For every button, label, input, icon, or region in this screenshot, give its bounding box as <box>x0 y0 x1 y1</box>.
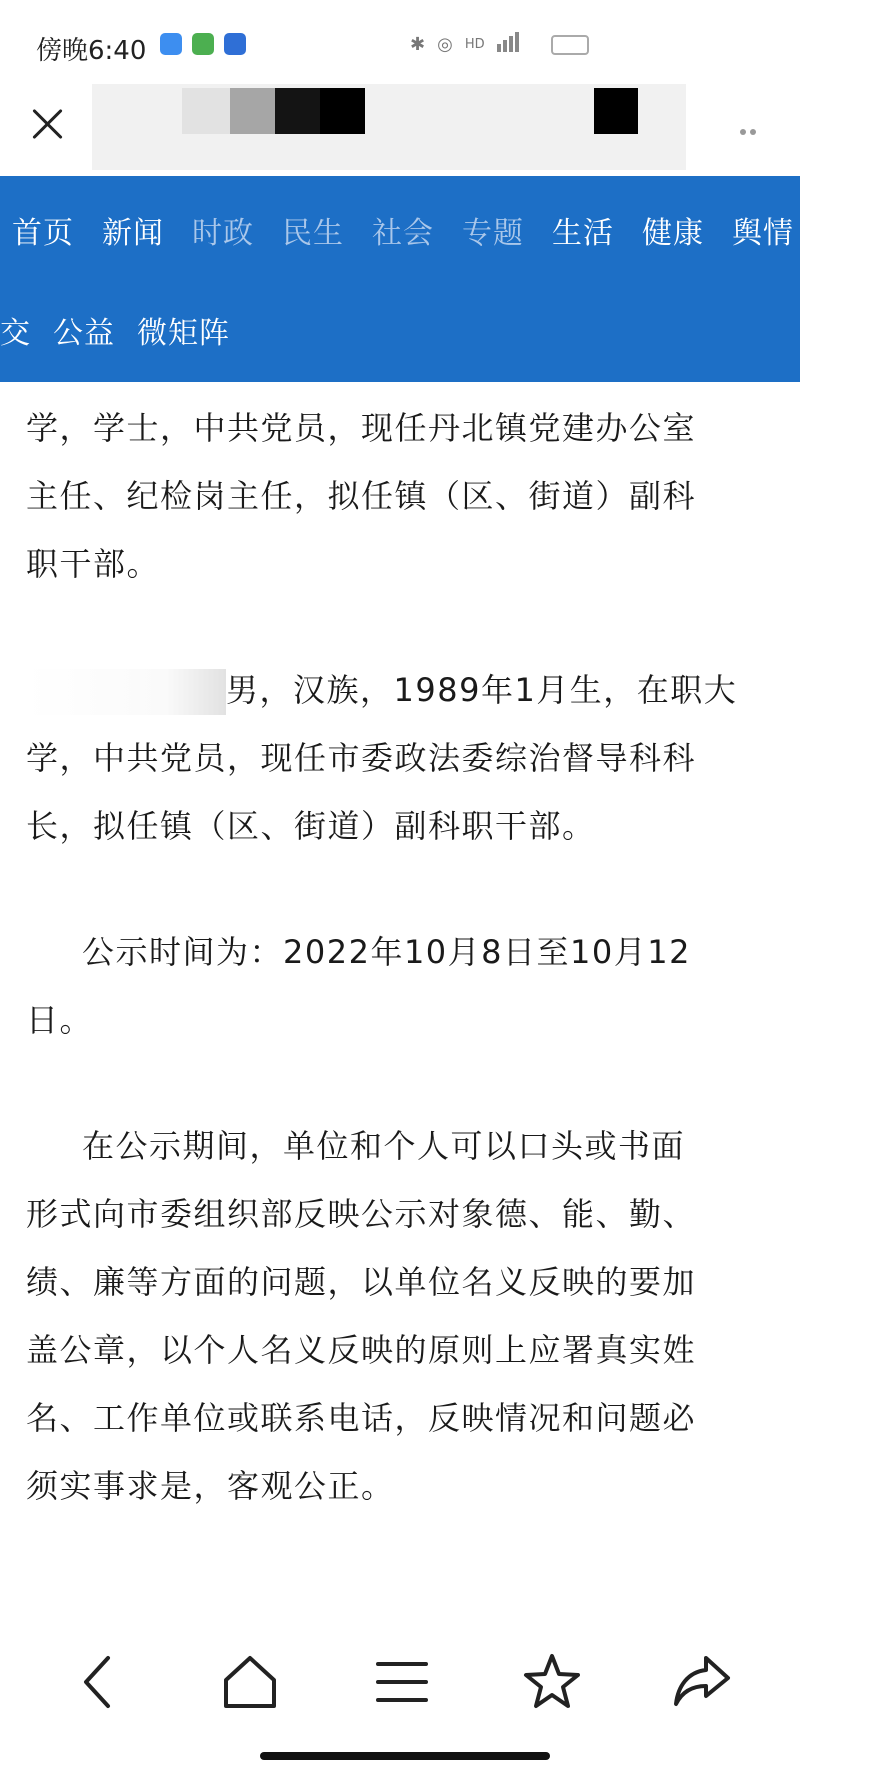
nav-row-1 <box>12 208 881 252</box>
nav-item-traffic[interactable]: 交 <box>0 316 31 351</box>
article-body <box>26 394 776 1520</box>
article-line-text: 男，汉族，1989年1月生，在职大 <box>226 671 738 709</box>
nav-item-news[interactable]: 新闻 <box>102 216 164 251</box>
article-line <box>26 656 776 724</box>
nav-item-home[interactable]: 首页 <box>12 216 74 251</box>
article-line: 学，学士，中共党员，现任丹北镇党建办公室 <box>26 409 697 447</box>
status-indicators <box>410 32 589 57</box>
article-line: 须实事求是，客观公正。 <box>26 1467 395 1505</box>
app-notification-icon <box>192 33 214 55</box>
article-line: 在公示期间，单位和个人可以口头或书面 <box>82 1127 686 1165</box>
status-app-icons <box>160 33 246 55</box>
signal-icon <box>497 32 521 57</box>
nav-row-2 <box>0 308 258 352</box>
redaction-block <box>594 88 638 134</box>
status-time: 傍晚6:40 <box>36 36 147 66</box>
share-icon[interactable] <box>670 1650 734 1714</box>
nav-item-knowledge[interactable]: 知 <box>822 216 853 251</box>
article-line: 公示时间为：2022年10月8日至10月12 <box>82 933 691 971</box>
article-line: 日。 <box>26 1001 94 1039</box>
article-line: 形式向市委组织部反映公示对象德、能、勤、 <box>26 1195 697 1233</box>
redaction-block <box>182 88 230 134</box>
nav-item-politics[interactable]: 时政 <box>192 216 254 251</box>
redaction-block <box>275 88 320 134</box>
app-notification-icon <box>224 33 246 55</box>
nav-item-public-opinion[interactable]: 舆情 <box>732 216 794 251</box>
wifi-icon: ◎ <box>437 34 453 55</box>
home-icon[interactable] <box>218 1650 282 1714</box>
star-icon[interactable] <box>520 1650 584 1714</box>
more-options-icon[interactable] <box>740 120 770 134</box>
status-bar <box>0 0 800 80</box>
article-line: 主任、纪检岗主任，拟任镇（区、街道）副科 <box>26 477 697 515</box>
network-type-label: HD <box>464 37 485 52</box>
battery-icon <box>551 35 589 55</box>
nav-item-health[interactable]: 健康 <box>642 216 704 251</box>
redacted-name <box>26 669 226 715</box>
bottom-toolbar <box>0 1620 800 1740</box>
article-line: 绩、廉等方面的问题，以单位名义反映的要加 <box>26 1263 697 1301</box>
url-title-field[interactable] <box>92 84 686 170</box>
bluetooth-icon: ✱ <box>410 34 426 55</box>
nav-item-society[interactable]: 社会 <box>372 216 434 251</box>
browser-toolbar <box>0 80 800 176</box>
site-nav-bar <box>0 176 853 382</box>
redaction-block <box>230 88 275 134</box>
article-line: 学，中共党员，现任市委政法委综治督导科科 <box>26 739 697 777</box>
nav-item-topics[interactable]: 专题 <box>462 216 524 251</box>
menu-icon[interactable] <box>370 1650 434 1714</box>
redaction-block <box>320 88 365 134</box>
nav-item-livelihood[interactable]: 民生 <box>282 216 344 251</box>
article-line: 名、工作单位或联系电话，反映情况和问题必 <box>26 1399 697 1437</box>
nav-item-life[interactable]: 生活 <box>552 216 614 251</box>
app-notification-icon <box>160 33 182 55</box>
nav-item-public-welfare[interactable]: 公益 <box>53 316 115 351</box>
article-line: 长，拟任镇（区、街道）副科职干部。 <box>26 807 596 845</box>
article-line: 职干部。 <box>26 545 161 583</box>
nav-item-micro-matrix[interactable]: 微矩阵 <box>137 316 230 351</box>
back-icon[interactable] <box>68 1650 132 1714</box>
article-line: 盖公章，以个人名义反映的原则上应署真实姓 <box>26 1331 697 1369</box>
home-indicator[interactable] <box>260 1752 550 1760</box>
close-icon[interactable] <box>26 102 70 146</box>
